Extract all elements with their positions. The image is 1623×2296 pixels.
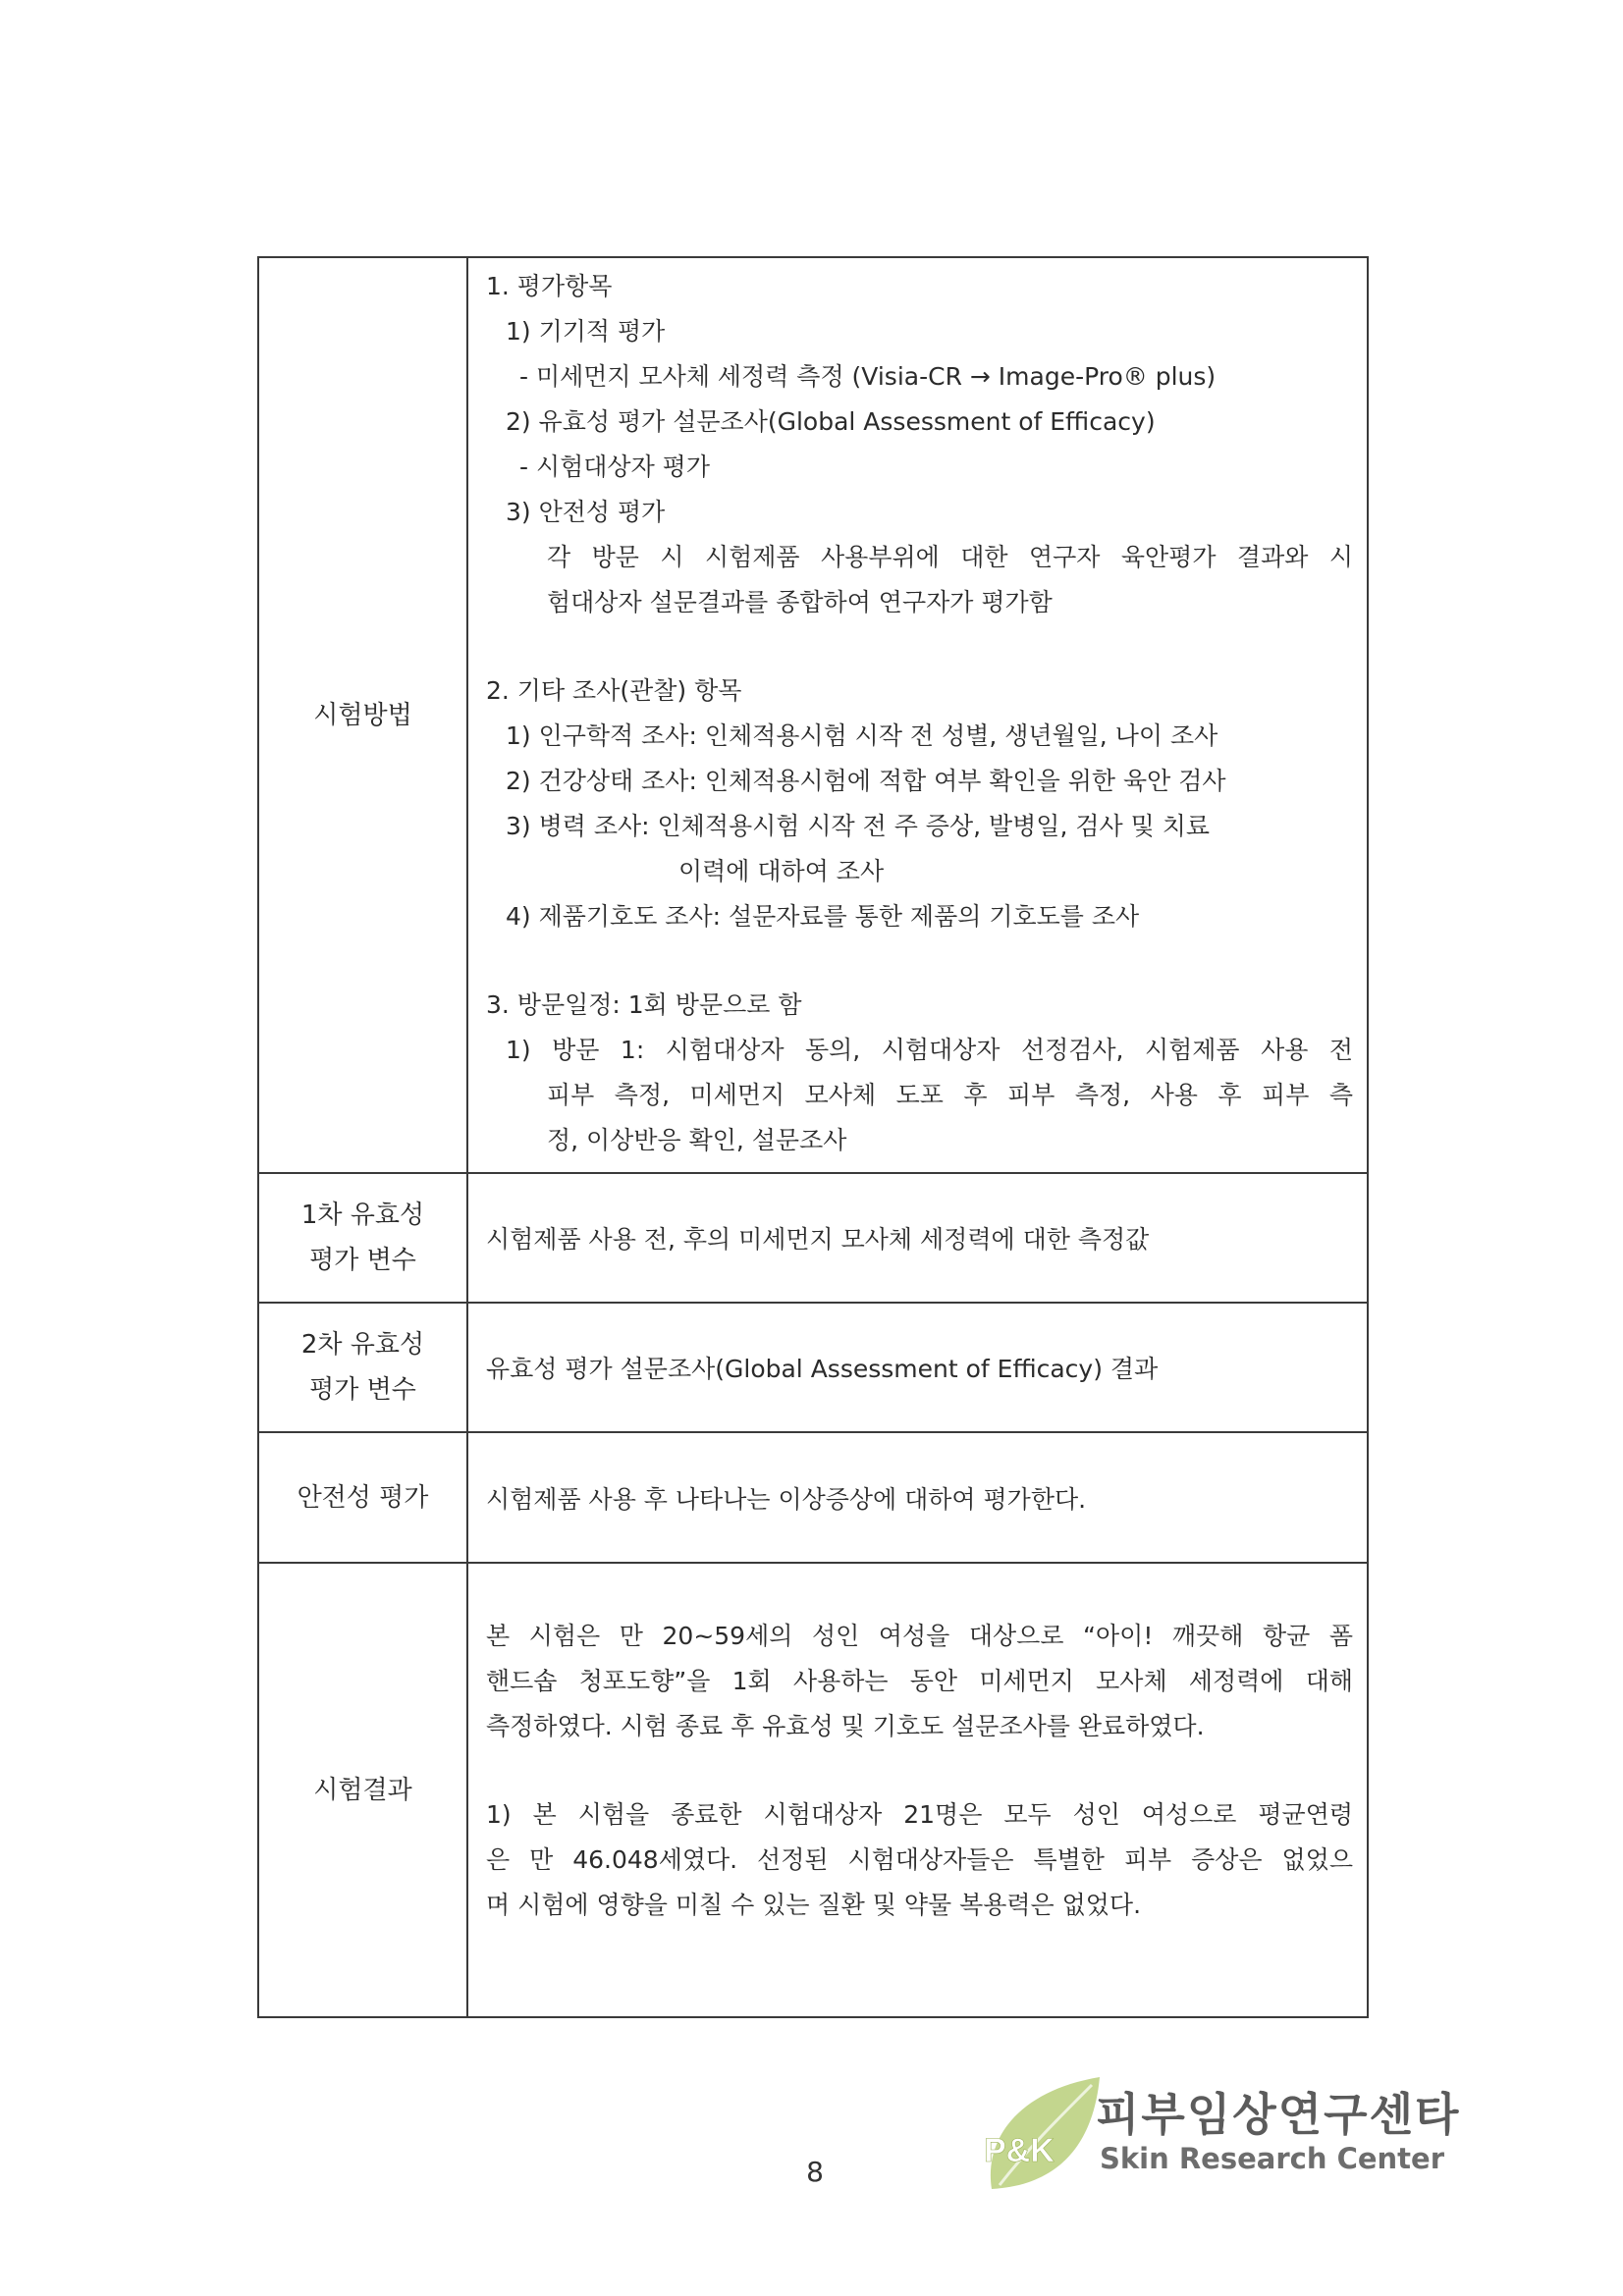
method-line: 1. 평가항목 — [486, 272, 613, 300]
results-line: 은 만 46.048세였다. 선정된 시험대상자들은 특별한 피부 증상은 없었으 — [486, 1845, 1353, 1874]
method-line: 2. 기타 조사(관찰) 항목 — [486, 676, 742, 705]
protocol-table — [257, 256, 1369, 2018]
results-line: 측정하였다. 시험 종료 후 유효성 및 기호도 설문조사를 완료하였다. — [486, 1712, 1205, 1740]
secondary-content — [468, 1304, 1367, 1433]
method-line: - 시험대상자 평가 — [519, 453, 710, 481]
method-line: 2) 유효성 평가 설문조사(Global Assessment of Efficacy) — [506, 407, 1156, 436]
secondary-label: 2차 유효성 평가 변수 — [259, 1304, 468, 1433]
leaf-logo-icon — [978, 2071, 1106, 2209]
results-line: 1) 본 시험을 종료한 시험대상자 21명은 모두 성인 여성으로 평균연령 — [486, 1800, 1353, 1829]
primary-label: 1차 유효성 평가 변수 — [259, 1174, 468, 1304]
method-line: 3) 병력 조사: 인체적용시험 시작 전 주 증상, 발병일, 검사 및 치료 — [506, 812, 1210, 840]
results-line: 본 시험은 만 20~59세의 성인 여성을 대상으로 “아이! 깨끗해 항균 폼 — [486, 1622, 1353, 1650]
method-line: 1) 방문 1: 시험대상자 동의, 시험대상자 선정검사, 시험제품 사용 전 — [506, 1036, 1353, 1064]
method-content — [468, 258, 1367, 1174]
company-logo — [978, 2071, 1461, 2209]
results-line: 핸드솝 청포도향”을 1회 사용하는 동안 미세먼지 모사체 세정력에 대해 — [486, 1667, 1353, 1695]
method-line: 험대상자 설문결과를 종합하여 연구자가 평가함 — [547, 588, 1053, 616]
method-line: 이력에 대하여 조사 — [678, 857, 885, 885]
method-line: 2) 건강상태 조사: 인체적용시험에 적합 여부 확인을 위한 육안 검사 — [506, 767, 1226, 795]
method-line: - 미세먼지 모사체 세정력 측정 (Visia-CR → Image-Pro® plus) — [519, 362, 1217, 391]
spacer — [486, 1749, 1353, 1792]
secondary-text: 유효성 평가 설문조사(Global Assessment of Efficacy) 결과 — [486, 1355, 1159, 1383]
method-line: 1) 인구학적 조사: 인체적용시험 시작 전 성별, 생년월일, 나이 조사 — [506, 721, 1218, 750]
primary-text: 시험제품 사용 전, 후의 미세먼지 모사체 세정력에 대한 측정값 — [486, 1225, 1150, 1254]
method-label: 시험방법 — [259, 258, 468, 1174]
method-line: 각 방문 시 시험제품 사용부위에 대한 연구자 육안평가 결과와 시 — [547, 543, 1353, 571]
safety-text: 시험제품 사용 후 나타나는 이상증상에 대하여 평가한다. — [486, 1484, 1087, 1514]
method-line: 1) 기기적 평가 — [506, 317, 666, 346]
primary-content — [468, 1174, 1367, 1304]
method-line: 4) 제품기호도 조사: 설문자료를 통한 제품의 기호도를 조사 — [506, 902, 1140, 931]
page-number: 8 — [806, 2156, 824, 2188]
spacer — [486, 939, 1353, 983]
spacer — [486, 625, 1353, 668]
safety-label: 안전성 평가 — [259, 1433, 468, 1564]
logo-korean-name: 피부임상연구센타 — [1096, 2088, 1461, 2141]
method-line: 3) 안전성 평가 — [506, 498, 666, 526]
logo-english-name: Skin Research Center — [1100, 2142, 1445, 2175]
safety-content — [468, 1433, 1367, 1564]
logo-badge-text: P&K — [984, 2132, 1055, 2169]
results-content — [468, 1564, 1367, 2016]
method-line: 정, 이상반응 확인, 설문조사 — [547, 1126, 847, 1154]
results-label: 시험결과 — [259, 1564, 468, 2016]
method-line: 피부 측정, 미세먼지 모사체 도포 후 피부 측정, 사용 후 피부 측 — [547, 1081, 1353, 1109]
results-line: 며 시험에 영향을 미칠 수 있는 질환 및 약물 복용력은 없었다. — [486, 1891, 1142, 1919]
method-line: 3. 방문일정: 1회 방문으로 함 — [486, 990, 802, 1019]
